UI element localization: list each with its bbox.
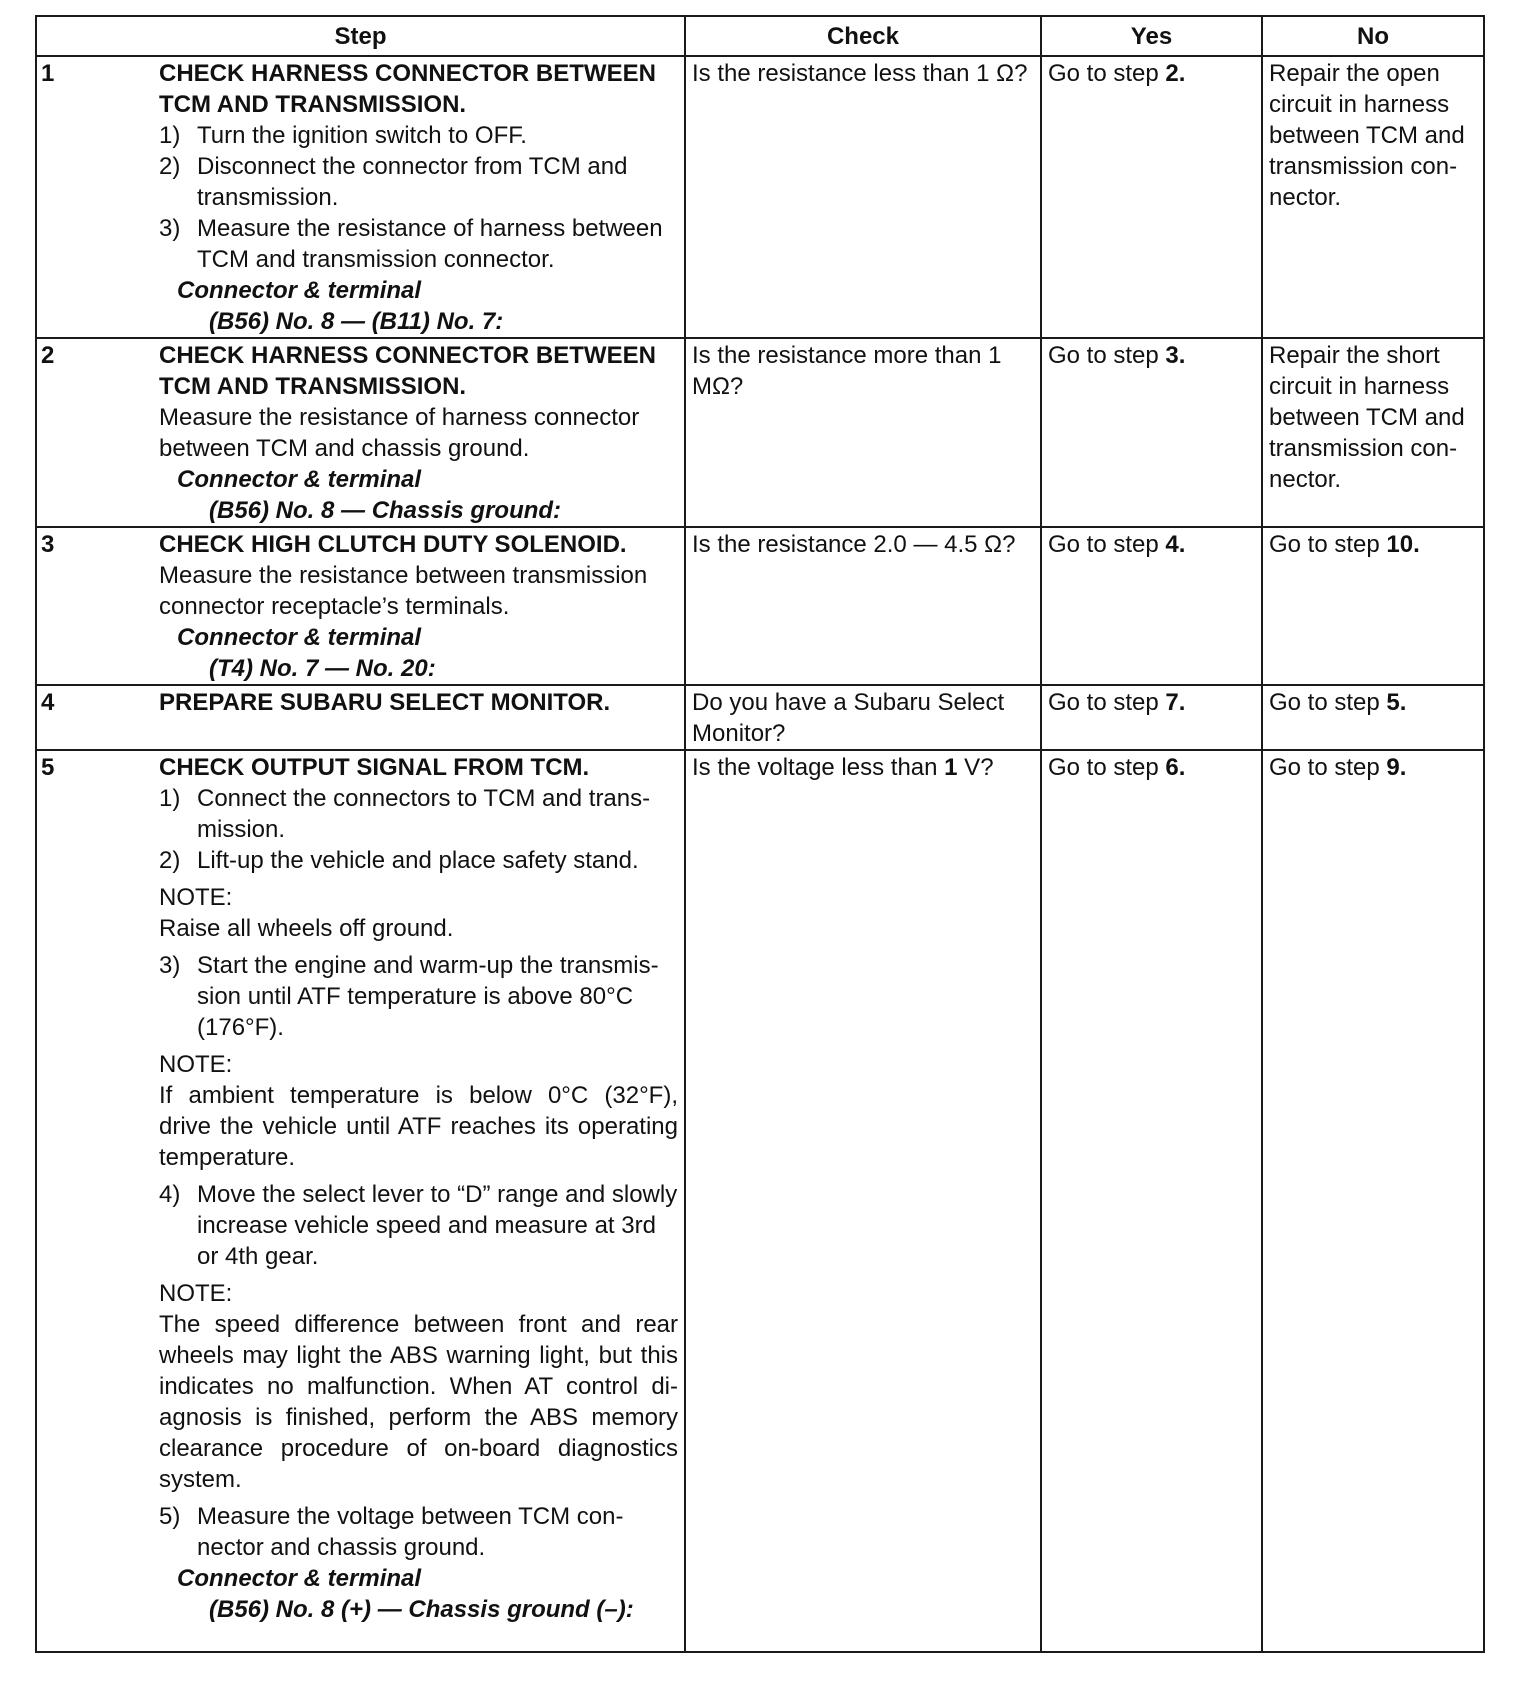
connector-label: Connector & terminal	[177, 624, 422, 651]
no-cell: Repair the open circuit in harness between TCM and transmission con-nector.	[1262, 56, 1484, 338]
yes-cell: Go to step 2.	[1041, 56, 1262, 338]
substep: 3) Start the engine and warm-up the transmis-sion until ATF temperature is above 80°C (176°F).	[159, 952, 659, 1041]
step-title: CHECK HIGH CLUTCH DUTY SOLENOID.	[159, 531, 627, 558]
substep: 2) Lift-up the vehicle and place safety stand.	[159, 847, 639, 874]
connector-label: Connector & terminal	[177, 466, 422, 493]
no-cell: Go to step 10.	[1262, 527, 1484, 685]
step-body-text: Measure the resistance of harness connector between TCM and chassis ground.	[159, 404, 640, 462]
step-title: PREPARE SUBARU SELECT MONITOR.	[159, 689, 611, 716]
step-cell	[36, 685, 685, 750]
step-body-text: Measure the resistance between transmission connector receptacle’s terminals.	[159, 562, 648, 620]
step-cell	[36, 338, 685, 527]
substep: 2) Disconnect the connector from TCM and transmission.	[159, 153, 628, 211]
no-cell: Go to step 9.	[1262, 750, 1484, 1652]
connector-label: Connector & terminal	[177, 277, 422, 304]
connector-label: Connector & terminal	[177, 1565, 422, 1592]
substep: 5) Measure the voltage between TCM con-nector and chassis ground.	[159, 1503, 624, 1561]
note-text: If ambient temperature is below 0°C (32°F), drive the vehicle until ATF reaches its operating temperature.	[159, 1082, 678, 1171]
step-number: 4	[41, 689, 55, 716]
step-title: CHECK OUTPUT SIGNAL FROM TCM.	[159, 754, 590, 781]
yes-cell: Go to step 3.	[1041, 338, 1262, 527]
table-row	[36, 527, 1484, 685]
no-cell: Repair the short circuit in harness between TCM and transmission con-nector.	[1262, 338, 1484, 527]
table-row	[36, 750, 1484, 1652]
connector-value: (B56) No. 8 — (B11) No. 7:	[209, 308, 504, 335]
step-number: 3	[41, 531, 55, 558]
header-step: Step	[36, 16, 685, 56]
substep: 1) Connect the connectors to TCM and trans-mission.	[159, 785, 651, 843]
check-cell: Is the resistance 2.0 — 4.5 Ω?	[685, 527, 1041, 685]
step-cell	[36, 527, 685, 685]
note-label: NOTE:	[159, 1280, 233, 1307]
yes-cell: Go to step 6.	[1041, 750, 1262, 1652]
substep: 1) Turn the ignition switch to OFF.	[159, 122, 527, 149]
yes-cell: Go to step 4.	[1041, 527, 1262, 685]
step-number: 5	[41, 754, 55, 781]
check-cell: Is the resistance more than 1 MΩ?	[685, 338, 1041, 527]
diagnostic-table	[35, 15, 1485, 1653]
step-cell	[36, 56, 685, 338]
header-row	[36, 16, 1484, 56]
substep: 4) Move the select lever to “D” range and slowly increase vehicle speed and measure at 3rd or 4th gear.	[159, 1181, 678, 1270]
step-cell	[36, 750, 685, 1652]
connector-value: (B56) No. 8 — Chassis ground:	[209, 497, 562, 524]
note-text: Raise all wheels off ground.	[159, 915, 454, 942]
connector-value: (B56) No. 8 (+) — Chassis ground (–):	[209, 1596, 634, 1623]
step-number: 1	[41, 60, 55, 87]
table-row	[36, 685, 1484, 750]
header-yes: Yes	[1041, 16, 1262, 56]
step-number: 2	[41, 342, 55, 369]
header-check: Check	[685, 16, 1041, 56]
note-label: NOTE:	[159, 1051, 233, 1078]
note-label: NOTE:	[159, 884, 233, 911]
connector-value: (T4) No. 7 — No. 20:	[209, 655, 436, 682]
substep: 3) Measure the resistance of harness between TCM and transmission connector.	[159, 215, 663, 273]
header-no: No	[1262, 16, 1484, 56]
check-cell: Is the voltage less than 1 V?	[685, 750, 1041, 1652]
note-text: The speed difference between front and rear wheels may light the ABS warning light, but this indicates no malfunction. When AT control di-agnosis is finished, perform the ABS memory clearance procedure of on-board diagnostics system.	[159, 1311, 678, 1493]
yes-cell: Go to step 7.	[1041, 685, 1262, 750]
no-cell: Go to step 5.	[1262, 685, 1484, 750]
table-row	[36, 56, 1484, 338]
check-cell: Do you have a Subaru Select Monitor?	[685, 685, 1041, 750]
check-cell: Is the resistance less than 1 Ω?	[685, 56, 1041, 338]
step-title: CHECK HARNESS CONNECTOR BETWEEN TCM AND TRANSMISSION.	[159, 60, 656, 118]
step-title: CHECK HARNESS CONNECTOR BETWEEN TCM AND TRANSMISSION.	[159, 342, 656, 400]
table-row	[36, 338, 1484, 527]
